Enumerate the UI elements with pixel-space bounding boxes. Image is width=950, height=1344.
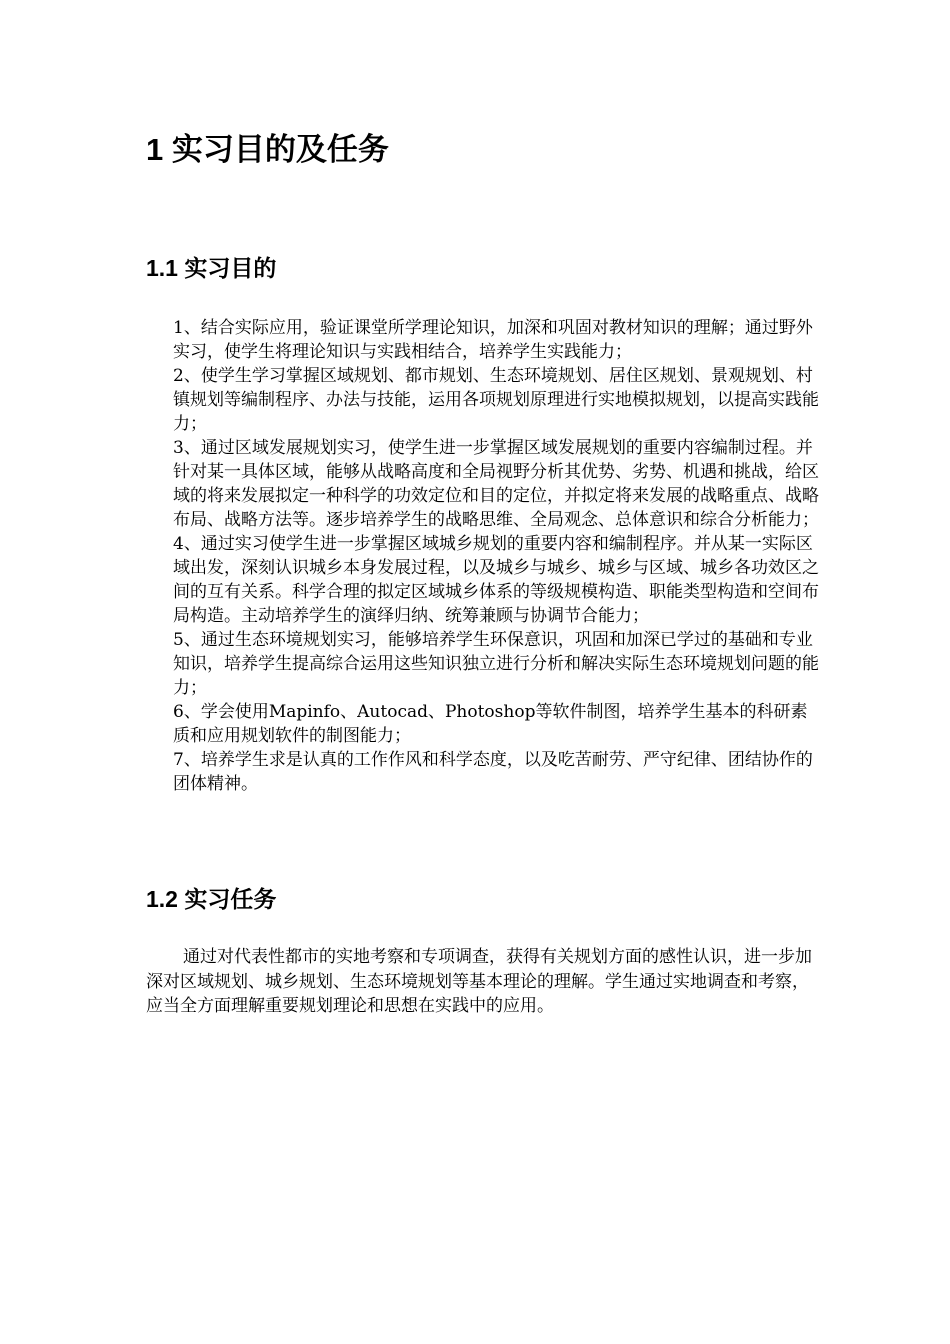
goal-item-4: 4、通过实习使学生进一步掌握区域城乡规划的重要内容和编制程序。并从某一实际区域出发，深刻认识城乡本身发展过程，以及城乡与城乡、城乡与区域、城乡各功效区之间的互有关系。科学合理的拟定区域城乡体系的等级规模构造、职能类型构造和空间布局构造。主动培养学生的演绎归纳、统筹兼顾与协调节合能力； bbox=[173, 534, 819, 626]
goal-item-7: 7、培养学生求是认真的工作作风和科学态度，以及吃苦耐劳、严守纪律、团结协作的团体精神。 bbox=[173, 750, 813, 794]
goal-item-2: 2、使学生学习掌握区域规划、都市规划、生态环境规划、居住区规划、景观规划、村镇规划等编制程序、办法与技能，运用各项规划原理进行实地模拟规划，以提高实践能力； bbox=[173, 366, 819, 434]
section-tasks-title: 1.2 实习任务 bbox=[146, 886, 277, 912]
goal-item-3: 3、通过区域发展规划实习，使学生进一步掌握区域发展规划的重要内容编制过程。并针对某一具体区域，能够从战略高度和全局视野分析其优势、劣势、机遇和挑战，给区域的将来发展拟定一种科学的功效定位和目的定位，并拟定将来发展的战略重点、战略布局、战略方法等。逐步培养学生的战略思维、全局观念、总体意识和综合分析能力； bbox=[173, 438, 819, 530]
chapter-title: 1 实习目的及任务 bbox=[146, 132, 389, 167]
goal-item-6: 6、学会使用Mapinfo、Autocad、Photoshop等软件制图，培养学生基本的科研素质和应用规划软件的制图能力； bbox=[173, 702, 808, 746]
tasks-paragraph: 通过对代表性都市的实地考察和专项调查，获得有关规划方面的感性认识，进一步加深对区域规划、城乡规划、生态环境规划等基本理论的理解。学生通过实地调查和考察，应当全方面理解重要规划理论和思想在实践中的应用。 bbox=[146, 947, 812, 1016]
goal-item-1: 1、结合实际应用，验证课堂所学理论知识，加深和巩固对教材知识的理解；通过野外实习，使学生将理论知识与实践相结合，培养学生实践能力； bbox=[173, 318, 813, 362]
section-goals-title: 1.1 实习目的 bbox=[146, 255, 277, 281]
goals-list bbox=[173, 316, 823, 796]
goal-item-5: 5、通过生态环境规划实习，能够培养学生环保意识，巩固和加深已学过的基础和专业知识，培养学生提高综合运用这些知识独立进行分析和解决实际生态环境规划问题的能力； bbox=[173, 630, 819, 698]
